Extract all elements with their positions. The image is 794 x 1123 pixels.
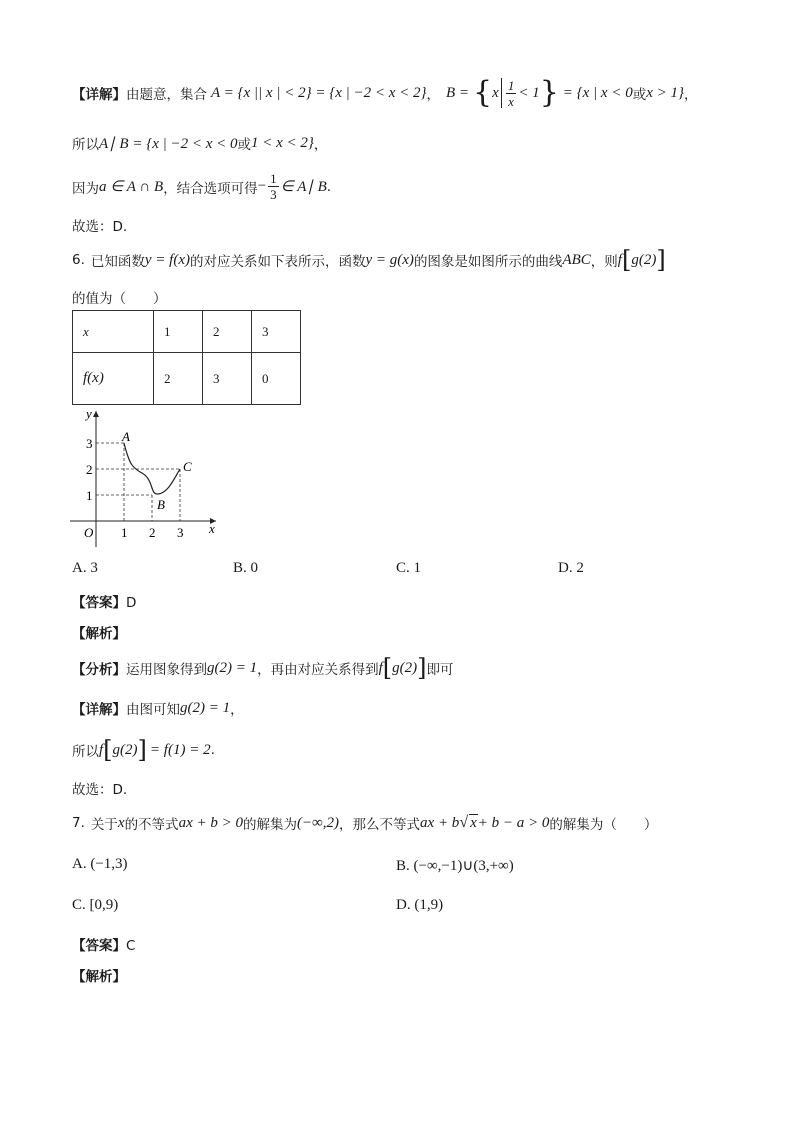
option-b: B. (−∞,−1)∪(3,+∞)	[396, 858, 514, 874]
table-cell: 3	[203, 353, 252, 405]
text: 1 < x < 2}	[251, 134, 314, 151]
text: 因为	[72, 180, 99, 197]
option-d: D. 2	[558, 560, 584, 576]
text: 的解集为（ ）	[549, 817, 658, 833]
y-tick-label: 3	[86, 436, 93, 451]
text: ，	[230, 702, 244, 718]
option-c: C. [0,9)	[72, 897, 119, 913]
x-axis-label: x	[209, 521, 215, 536]
curve-graph	[66, 405, 226, 550]
q6-stem-line2: 的值为（ ）	[72, 291, 167, 307]
table-row	[73, 353, 301, 405]
membership-expr: a ∈ A ∩ B	[99, 179, 164, 195]
text: x	[492, 84, 499, 101]
left-brace-icon: {	[473, 75, 493, 110]
text: x	[470, 815, 477, 832]
table-cell: 0	[252, 353, 301, 405]
right-brace-icon: }	[539, 75, 559, 110]
option-b: B. 0	[233, 560, 259, 576]
text: 的图象是如图所示的曲线	[413, 254, 563, 270]
text: y = f(x)	[144, 251, 190, 268]
point-b-label: B	[157, 497, 165, 512]
q6-analysis	[72, 656, 454, 680]
q5-answer: 故选：D.	[72, 219, 128, 235]
set-b-rhs: = {x | x < 0	[562, 84, 633, 101]
y-tick-label: 1	[86, 488, 93, 503]
q6-stem	[72, 248, 666, 272]
right-bracket-icon: ]	[417, 654, 427, 682]
table-cell: 2	[203, 311, 252, 353]
text: 所以	[72, 137, 99, 153]
table-cell: 1	[154, 311, 203, 353]
x-tick-label: 3	[177, 525, 184, 540]
q5-detail-line	[72, 75, 698, 110]
text: g(2)	[112, 741, 138, 758]
left-bracket-icon: [	[382, 654, 393, 682]
text: 由题意，集合	[126, 87, 207, 103]
set-a-expr: A = {x || x | < 2} = {x | −2 < x < 2}	[211, 84, 427, 101]
question-number: 7.	[72, 815, 85, 831]
table-cell: 2	[154, 353, 203, 405]
text: 即可	[426, 662, 454, 678]
text: ，结合选项可得	[163, 180, 258, 197]
q6-jiexi: 【解析】	[72, 626, 126, 642]
q7-stem	[72, 813, 657, 833]
answer-label: 【答案】	[72, 595, 126, 611]
text: ，则	[590, 254, 618, 270]
detail-label: 【详解】	[72, 87, 126, 103]
y-tick-label: 2	[86, 462, 93, 477]
function-table	[72, 310, 301, 405]
text: ，	[426, 87, 440, 103]
q5-line2	[72, 133, 327, 153]
left-bracket-icon: [	[621, 246, 632, 274]
text: ∈ A∣ B	[280, 179, 327, 195]
point-a-label: A	[122, 429, 130, 444]
text: .	[326, 178, 332, 195]
detail-label: 【详解】	[72, 702, 126, 718]
option-a: A. 3	[72, 560, 98, 576]
text: < 1	[518, 84, 540, 101]
answer-value: C	[126, 938, 136, 954]
text: −	[257, 178, 267, 194]
fraction: $\frac{1}{x}$	[507, 77, 515, 109]
text: g(2) = 1	[207, 659, 258, 676]
text: ，	[313, 137, 328, 153]
text: + b − a > 0	[477, 814, 550, 831]
text: ax + b > 0	[178, 814, 243, 831]
left-bracket-icon: [	[103, 736, 113, 764]
intersection-expr: A∣ B = {x | −2 < x < 0	[99, 135, 238, 152]
table-cell: 3	[252, 311, 301, 353]
text: 或	[237, 137, 252, 153]
text: .	[210, 742, 215, 758]
text: 所以	[72, 744, 99, 760]
text: g(2)	[392, 659, 418, 676]
text: = f(1) = 2	[149, 741, 211, 758]
text: ABC	[562, 251, 591, 268]
q7-jiexi: 【解析】	[72, 969, 126, 985]
right-bracket-icon: ]	[656, 246, 666, 274]
set-b-lhs: B =	[446, 84, 470, 101]
text: ，再由对应关系得到	[257, 662, 379, 678]
q6-select: 故选：D.	[72, 782, 128, 798]
table-cell: f(x)	[73, 353, 154, 405]
option-d: D. (1,9)	[396, 897, 444, 913]
text: 的对应关系如下表所示，函数	[190, 254, 366, 270]
text: f	[378, 659, 383, 676]
text: ax + b	[420, 814, 460, 831]
right-bracket-icon: ]	[137, 736, 147, 764]
text: x	[117, 814, 125, 831]
q6-detail	[72, 698, 244, 718]
answer-value: D	[126, 595, 137, 611]
analysis-label: 【分析】	[72, 662, 126, 678]
option-c: C. 1	[396, 560, 422, 576]
text: 已知函数	[90, 254, 145, 270]
option-a: A. (−1,3)	[72, 856, 128, 872]
text: ，	[684, 87, 698, 103]
text: 的不等式	[124, 817, 179, 833]
text: ，那么不等式	[339, 817, 421, 833]
text: g(2)	[631, 251, 657, 268]
table-cell: x	[73, 311, 154, 353]
text: 关于	[90, 817, 118, 833]
text: f	[617, 251, 622, 268]
x-tick-label: 2	[149, 525, 156, 540]
text: 的解集为	[242, 817, 297, 833]
text: 运用图象得到	[126, 662, 207, 678]
text: (−∞,2)	[296, 814, 340, 831]
table-row	[73, 311, 301, 353]
text: y = g(x)	[365, 251, 414, 268]
text: 由图可知	[126, 702, 180, 718]
sqrt-icon: √	[459, 814, 469, 831]
q6-answer	[72, 591, 136, 611]
answer-label: 【答案】	[72, 938, 126, 954]
point-c-label: C	[183, 459, 192, 474]
text: x > 1}	[646, 84, 684, 101]
origin-label: O	[84, 525, 94, 540]
q5-line3	[72, 172, 331, 201]
x-tick-label: 1	[121, 525, 128, 540]
q6-conclusion	[72, 738, 215, 762]
text: g(2) = 1	[180, 699, 231, 716]
text: f	[99, 741, 104, 758]
fraction: $\frac{1}{3}$	[270, 171, 277, 202]
text: 或	[632, 87, 647, 103]
question-number: 6.	[72, 252, 85, 268]
q7-answer	[72, 934, 135, 954]
vertical-bar	[501, 78, 502, 108]
guide-lines	[96, 443, 180, 521]
curve-abc	[124, 443, 180, 494]
y-axis-label: y	[86, 406, 92, 421]
